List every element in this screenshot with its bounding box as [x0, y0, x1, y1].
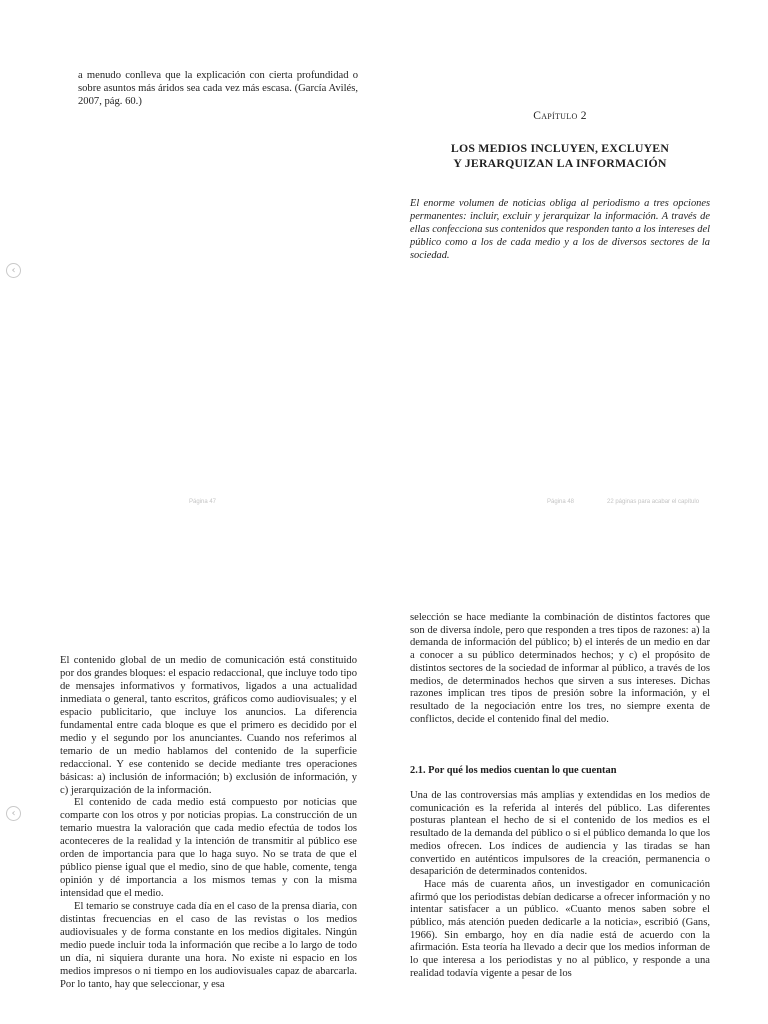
paragraph: Una de las controversias más amplias y extendidas en los medios de comunicación es la referida al interés del público. Las diferentes posturas plantean el hecho de si el contenido de los medios es el resultado de la demanda del público o si el público demanda lo que los medios ofrecen. Los índices de audiencia y las tiradas se han convertido en auténticos impulsores de la creación, permanencia o desaparición de determinados contenidos.: [410, 790, 710, 878]
section-heading: 2.1. Por qué los medios cuentan lo que cuentan: [410, 765, 617, 776]
page-number-47: Página 47: [189, 499, 217, 505]
body-text-right: [410, 790, 710, 981]
previous-page-button[interactable]: [6, 263, 21, 278]
body-text-left: [60, 655, 357, 992]
paragraph: El temario se construye cada día en el caso de la prensa diaria, con distintas frecuencias en el caso de las revistas o los medios audiovisuales y de forma constante en los medios digitales. Ningún medio puede incluir toda la información que recibe a lo largo de todo un día, ni siquiera durante una hora. No existe ni espacio en los medios impresos o ni tiempo en los audiovisuales capaz de abarcarla. Por lo tanto, hay que seleccionar, y esa: [60, 901, 357, 990]
continuation-text: a menudo conlleva que la explicación con cierta profundidad o sobre asuntos más áridos sea cada vez más escasa. (García Avilés, 2007, pág. 60.): [78, 70, 358, 108]
chapter-title-line2: Y JERARQUIZAN LA INFORMACIÓN: [453, 156, 667, 170]
page-number-48: Página 48: [547, 499, 575, 505]
chevron-left-icon: ‹: [11, 808, 16, 819]
body-text-right-top: selección se hace mediante la combinación de distintos factores que son de diversa índole, pero que responden a tres tipos de razones: a) la demanda de información del público; b) el interés de un medio en dar a conocer a su público determinados hechos; y c) el propósito de distintos sectores de la sociedad de informar al público, a través de los medios, de determinados hechos que sirven a sus intereses. Dichas razones implican tres tipos de presión sobre la información, y el resultado de la negociación entre los tres, no siempre exenta de conflictos, decide el contenido final del medio.: [410, 612, 710, 725]
previous-page-button[interactable]: [6, 806, 21, 821]
chapter-label: Capítulo 2: [533, 110, 587, 122]
chapter-abstract: El enorme volumen de noticias obliga al periodismo a tres opciones permanentes: incluir, excluir y jerarquizar la información. A través de ellas confecciona sus contenidos que responden tanto a los intereses del público como a los de cada medio y a los de diversos sectores de la sociedad.: [410, 198, 710, 261]
chapter-title-line1: LOS MEDIOS INCLUYEN, EXCLUYEN: [450, 141, 670, 155]
pages-left-indicator: 22 páginas para acabar el capítulo: [607, 499, 700, 505]
chevron-left-icon: ‹: [11, 265, 16, 276]
paragraph: El contenido global de un medio de comunicación está constituido por dos grandes bloques: el espacio redaccional, que incluye todo tipo de mensajes informativos y formativos, ligados a una actualidad inmediata o general, tanto escritos, gráficos como audiovisuales; y el espacio publicitario, que incluye los anuncios. La diferencia fundamental entre cada bloque es que el primero es decidido por el medio y el segundo por los anunciantes. Cuando nos referimos al temario de un medio hablamos del contenido de la superficie redaccional. Y ese contenido se decide mediante tres operaciones básicas: a) inclusión de información; b) exclusión de información, y c) jerarquización de la información.: [60, 655, 357, 796]
paragraph: El contenido de cada medio está compuesto por noticias que comparte con los otros y por noticias propias. La construcción de un temario muestra la valoración que cada medio efectúa de todos los aconteceres de la realidad y la intención de transmitir al público ese orden de importancia para que lo haga suyo. No se trata de que el público piense igual que el medio, sino de que hable, comente, tenga opinión y dé importancia a los mismos temas y con la misma intensidad que el medio.: [60, 797, 357, 900]
paragraph: Hace más de cuarenta años, un investigador en comunicación afirmó que los periodistas debían dedicarse a ofrecer información y no intentar satisfacer a un público. «Cuanto menos saben sobre el público, más atención pueden dedicarle a la noticia», escribió (Gans, 1966). Sin embargo, hoy en día nadie está de acuerdo con la afirmación. Esta teoría ha llevado a decir que los medios informan de lo que interesa a los periodistas y no al público, y responde a una realidad todavía vigente a pesar de los: [410, 878, 710, 979]
